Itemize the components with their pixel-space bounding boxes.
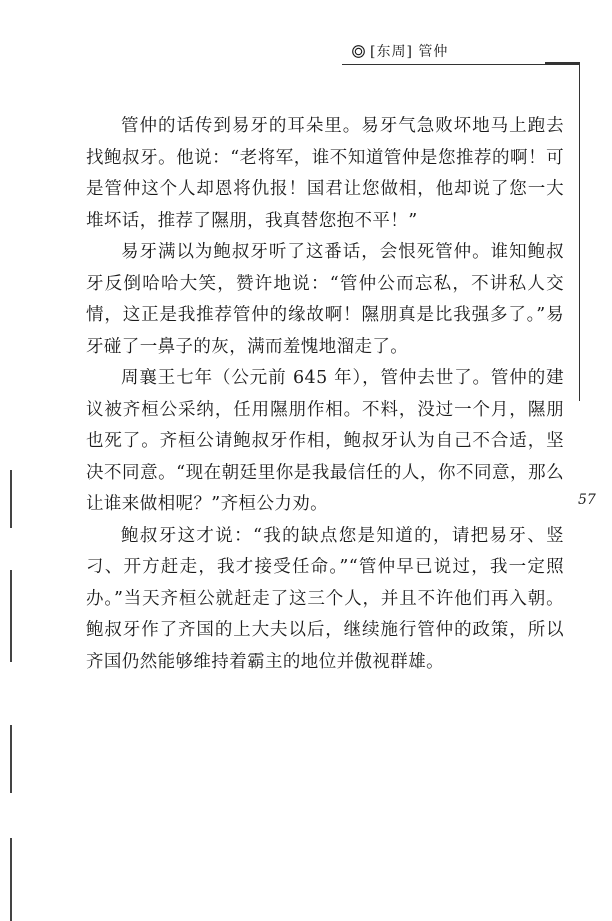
side-rule bbox=[579, 64, 580, 401]
section-title: [东周] 管仲 bbox=[370, 44, 449, 60]
running-header bbox=[352, 40, 448, 62]
paragraph: 易牙满以为鲍叔牙听了这番话，会恨死管仲。谁知鲍叔牙反倒哈哈大笑，赞许地说：“管仲公而忘私，不讲私人交情，这正是我推荐管仲的缘故啊！隰朋真是比我强多了。”易牙碰了一鼻子的灰，满而羞愧地溜走了。 bbox=[86, 242, 564, 357]
margin-mark bbox=[10, 470, 12, 528]
header-rule-accent bbox=[545, 62, 580, 65]
double-circle-icon bbox=[352, 45, 365, 58]
margin-mark bbox=[10, 725, 12, 793]
page-number: 57 bbox=[578, 492, 596, 508]
paragraph: 鲍叔牙这才说：“我的缺点您是知道的，请把易牙、竖刁、开方赶走，我才接受任命。”“管仲早已说过，我一定照办。”当天齐桓公就赶走了这三个人，并且不许他们再入朝。鲍叔牙作了齐国的上大夫以后，继续施行管仲的政策，所以齐国仍然能够维持着霸主的地位并傲视群雄。 bbox=[86, 525, 564, 672]
margin-mark bbox=[10, 570, 12, 662]
margin-mark bbox=[10, 838, 12, 921]
paragraph: 周襄王七年（公元前 645 年），管仲去世了。管仲的建议被齐桓公采纳，任用隰朋作相。不料，没过一个月，隰朋也死了。齐桓公请鲍叔牙作相，鲍叔牙认为自己不合适，坚决不同意。“现在朝廷里你是我最信任的人，你不同意，那么让谁来做相呢？”齐桓公力劝。 bbox=[86, 368, 564, 514]
paragraph: 管仲的话传到易牙的耳朵里。易牙气急败坏地马上跑去找鲍叔牙。他说：“老将军，谁不知道管仲是您推荐的啊！可是管仲这个人却恩将仇报！国君让您做相，他却说了您一大堆坏话，推荐了隰朋，我真替您抱不平！” bbox=[86, 116, 564, 231]
body-text bbox=[86, 111, 564, 678]
